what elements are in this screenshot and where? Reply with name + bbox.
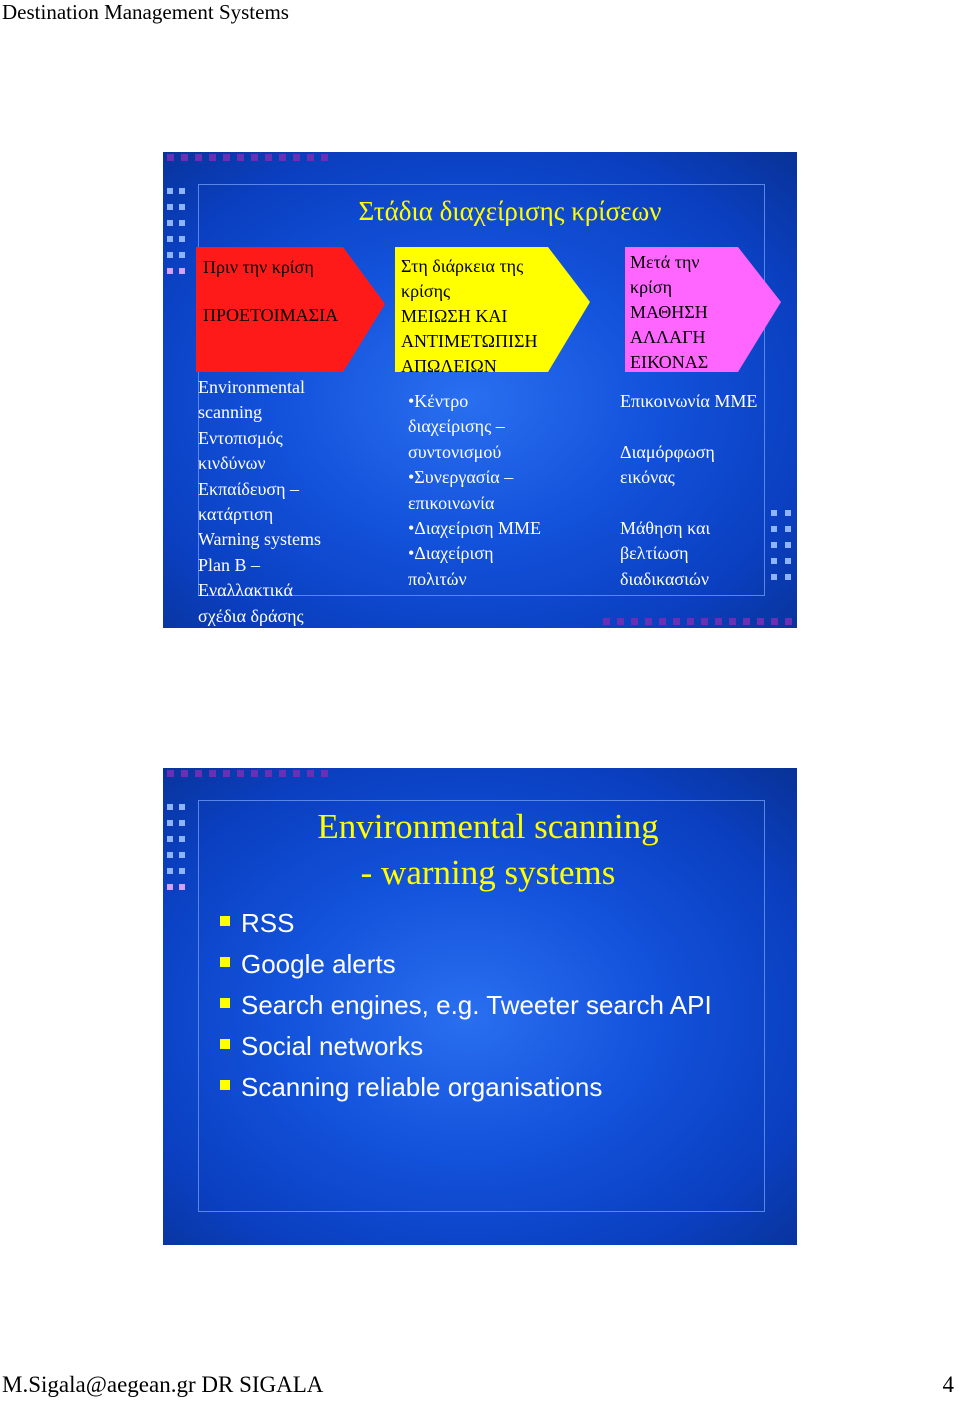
list-item: Search engines, e.g. Tweeter search API: [219, 988, 721, 1022]
list-item: Google alerts: [219, 947, 721, 981]
column-after: Επικοινωνία ΜΜΕ Διαμόρφωση εικόνας Μάθηση και βελτίωση διαδικασιών: [620, 391, 758, 589]
column-before: Environmental scanning Εντοπισμός κινδύνων Εκπαίδευση – κατάρτιση Warning systems Plan B – Εναλλακτικά σχέδια δράσης: [198, 377, 322, 626]
slide-environmental-scanning: [163, 768, 797, 1245]
square-bullet-icon: [220, 957, 230, 967]
square-bullet-icon: [220, 1039, 230, 1049]
list-item: RSS: [219, 906, 721, 940]
page-header: Destination Management Systems: [2, 0, 289, 24]
list-item: Scanning reliable organisations: [219, 1070, 721, 1104]
page-number: 4: [942, 1372, 954, 1397]
square-bullet-icon: [220, 1080, 230, 1090]
list-item: Social networks: [219, 1029, 721, 1063]
slide-crisis-stages: [163, 152, 797, 628]
arrow-after-text: Μετά την κρίση ΜΑΘΗΣΗ ΑΛΛΑΓΗ ΕΙΚΟΝΑΣ: [630, 252, 709, 372]
arrow-during-text: Στη διάρκεια της κρίσης ΜΕΙΩΣΗ ΚΑΙ ΑΝΤΙΜΕΤΩΠΙΣΗ ΑΠΩΛΕΙΩΝ: [401, 256, 538, 376]
slide-title: Environmental scanning - warning systems: [317, 807, 659, 892]
slide-title: Στάδια διαχείρισης κρίσεων: [358, 196, 662, 226]
bullet-list: [219, 906, 721, 1111]
column-during: •Κέντρο διαχείρισης – συντονισμού •Συνεργασία – επικοινωνία •Διαχείριση ΜΜΕ •Διαχείριση πολιτών: [408, 391, 541, 589]
square-bullet-icon: [220, 998, 230, 1008]
square-bullet-icon: [220, 916, 230, 926]
arrow-before-text: Πριν την κρίση ΠΡΟΕΤΟΙΜΑΣΙΑ: [203, 257, 339, 325]
page-footer: [0, 1372, 960, 1402]
footer-author: M.Sigala@aegean.gr DR SIGALA: [2, 1372, 324, 1397]
